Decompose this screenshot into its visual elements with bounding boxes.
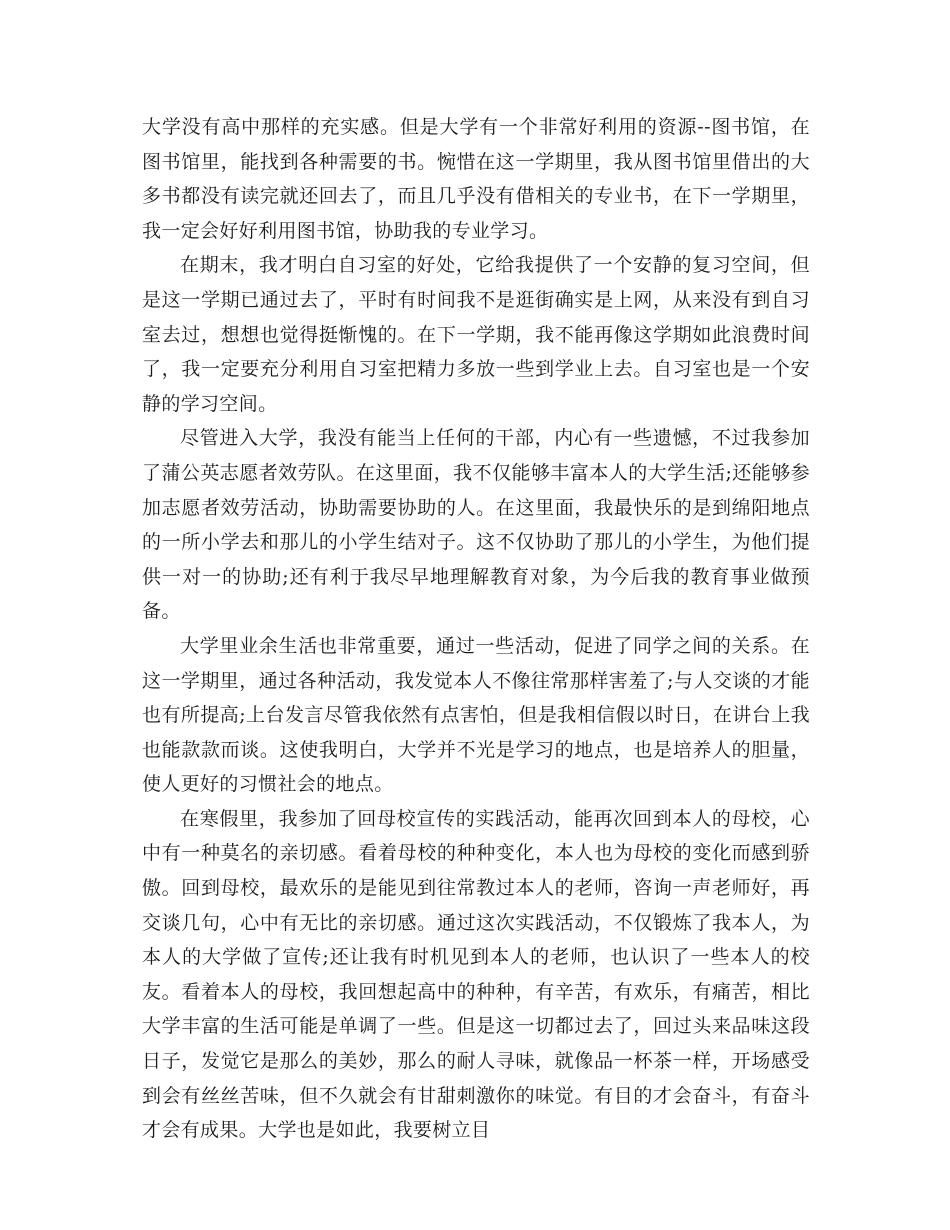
paragraph-volunteer: 尽管进入大学，我没有能当上任何的干部，内心有一些遗憾，不过我参加了蒲公英志愿者效劳队。在这里面，我不仅能够丰富本人的大学生活;还能够参加志愿者效劳活动，协助需要协助的人。在这里面，我最快乐的是到绵阳地点的一所小学去和那儿的小学生结对子。这不仅协助了那儿的小学生，为他们提供一对一的协助;还有利于我尽早地理解教育对象，为今后我的教育事业做预备。 [142,427,810,623]
paragraph-winter-break: 在寒假里，我参加了回母校宣传的实践活动，能再次回到本人的母校，心中有一种莫名的亲切感。看着母校的种种变化，本人也为母校的变化而感到骄傲。回到母校，最欢乐的是能见到往常教过本人的老师，咨询一声老师好，再交谈几句，心中有无比的亲切感。通过这次实践活动，不仅锻炼了我本人，为本人的大学做了宣传;还让我有时机见到本人的老师，也认识了一些本人的校友。看着本人的母校，我回想起高中的种种，有辛苦，有欢乐，有痛苦，相比大学丰富的生活可能是单调了一些。但是这一切都过去了，回过头来品味这段日子，发觉它是那么的美妙，那么的耐人寻味，就像品一杯茶一样，开场感受到会有丝丝苦味，但不久就会有甘甜刺激你的味觉。有目的才会奋斗，有奋斗才会有成果。大学也是如此，我要树立目 [142,807,810,1142]
paragraph-activities: 大学里业余生活也非常重要，通过一些活动，促进了同学之间的关系。在这一学期里，通过各种活动，我发觉本人不像往常那样害羞了;与人交谈的才能也有所提高;上台发言尽管我依然有点害怕，但是我相信假以时日，在讲台上我也能款款而谈。这使我明白，大学并不光是学习的地点，也是培养人的胆量，使人更好的习惯社会的地点。 [142,634,810,796]
paragraph-library: 大学没有高中那样的充实感。但是大学有一个非常好利用的资源--图书馆，在图书馆里，能找到各种需要的书。惋惜在这一学期里，我从图书馆里借出的大多书都没有读完就还回去了，而且几乎没有借相关的专业书，在下一学期里，我一定会好好利用图书馆，协助我的专业学习。 [142,116,810,242]
document-body [142,110,810,1148]
paragraph-study-room: 在期末，我才明白自习室的好处，它给我提供了一个安静的复习空间，但是这一学期已通过去了，平时有时间我不是逛街确实是上网，从来没有到自习室去过，想想也觉得挺惭愧的。在下一学期，我不能再像这学期如此浪费时间了，我一定要充分利用自习室把精力多放一些到学业上去。自习室也是一个安静的学习空间。 [142,254,810,415]
